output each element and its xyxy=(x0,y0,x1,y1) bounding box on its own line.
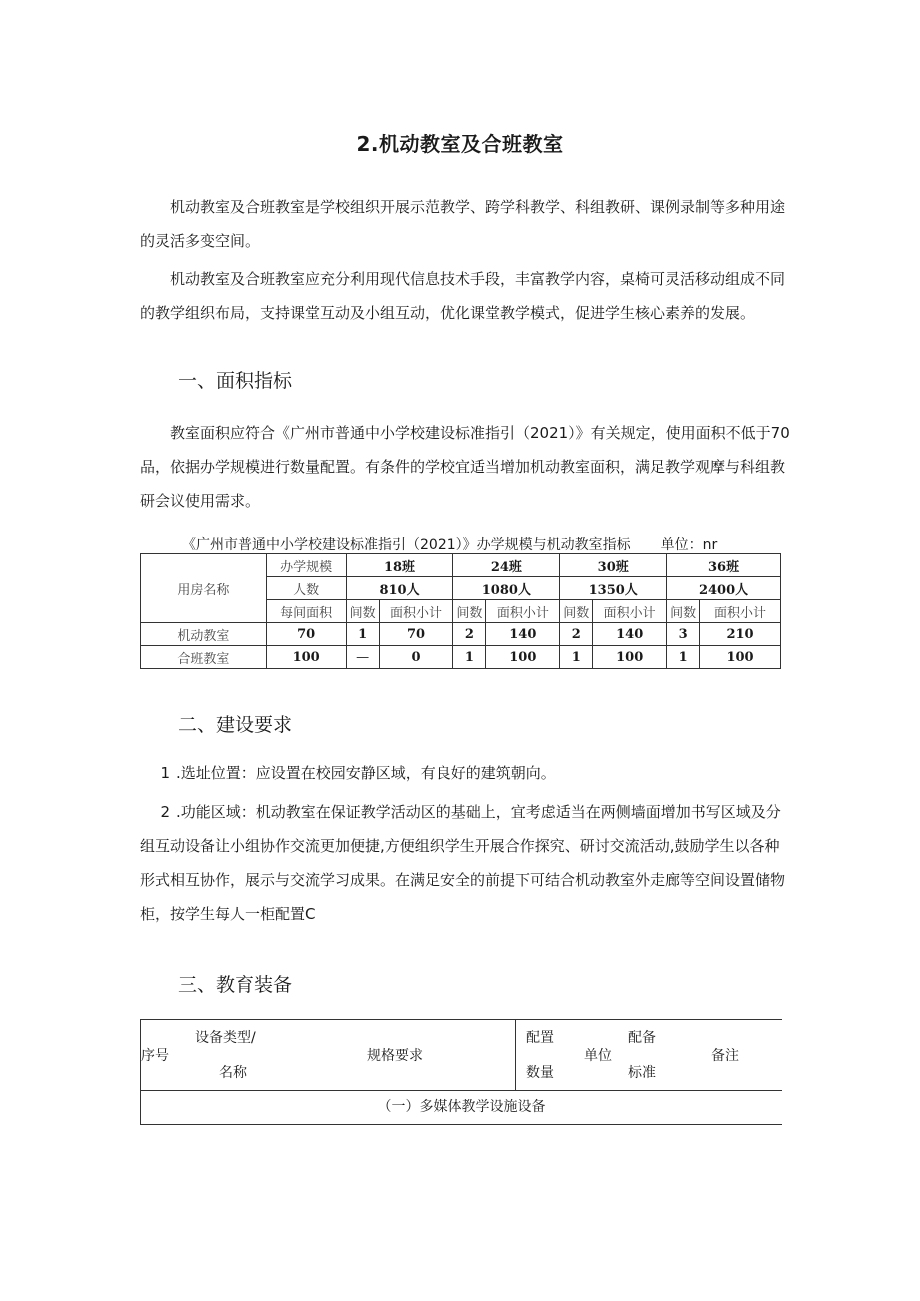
people-36: 2400人 xyxy=(667,577,781,600)
cell-count: 2 xyxy=(453,623,486,646)
table-caption-text: 《广州市普通中小学校建设标准指引（2021）》办学规模与机动教室指标 xyxy=(182,537,631,553)
table-row xyxy=(141,623,781,646)
item-number: 2 xyxy=(160,803,170,821)
count-header: 间数 xyxy=(667,600,700,623)
subtotal-header: 面积小计 xyxy=(700,600,781,623)
scale-36: 36班 xyxy=(667,554,781,577)
equipment-subsection-title: （一）多媒体教学设施设备 xyxy=(377,1099,546,1115)
page-title: 2.机动教室及合班教室 xyxy=(356,132,564,156)
cell-subtotal: 0 xyxy=(379,646,453,669)
per-room-area-header: 每间面积 xyxy=(266,600,346,623)
area-paragraph: 教室面积应符合《广州市普通中小学校建设标准指引（2021）》有关规定，使用面积不低于70品，依据办学规模进行数量配置。有条件的学校宜适当增加机动教室面积，满足教学观摩与科组教研会议使用需求。 xyxy=(140,424,790,510)
section-heading-requirements: 二、建设要求 xyxy=(178,714,293,736)
table-unit: 单位：nr xyxy=(660,537,718,553)
spec-header: 规格要求 xyxy=(367,1048,423,1064)
cell-count: 1 xyxy=(560,646,593,669)
item-number: 1 xyxy=(160,764,170,782)
item-text: .功能区域：机动教室在保证教学活动区的基础上，宜考虑适当在两侧墙面增加书写区域及分组互动设备让小组协作交流更加便捷,方便组织学生开展合作探究、研讨交流活动,鼓励学生以各种形式相互协作，展示与交流学习成果。在满足安全的前提下可结合机动教室外走廊等空间设置储物柜，按学生每人一柜配置C xyxy=(140,803,786,923)
cell-count: 1 xyxy=(667,646,700,669)
requirement-item xyxy=(140,756,790,790)
row-per-room: 70 xyxy=(266,623,346,646)
type-header-line1: 设备类型/ xyxy=(195,1030,256,1046)
subtotal-header: 面积小计 xyxy=(379,600,453,623)
subtotal-header: 面积小计 xyxy=(593,600,667,623)
area-table xyxy=(140,553,781,669)
std-header-line1: 配备 xyxy=(628,1030,656,1046)
people-18: 810人 xyxy=(346,577,453,600)
row-name: 机动教室 xyxy=(141,623,267,646)
count-header: 间数 xyxy=(346,600,379,623)
cell-subtotal: 140 xyxy=(593,623,667,646)
row-per-room: 100 xyxy=(266,646,346,669)
cell-subtotal: 100 xyxy=(593,646,667,669)
scale-label: 办学规模 xyxy=(266,554,346,577)
count-header: 间数 xyxy=(560,600,593,623)
requirement-item xyxy=(140,795,790,931)
unit-header: 单位 xyxy=(584,1048,612,1064)
section-heading-area: 一、面积指标 xyxy=(178,370,293,392)
cell-subtotal: 100 xyxy=(700,646,781,669)
subtotal-header: 面积小计 xyxy=(486,600,560,623)
cell-count: 1 xyxy=(453,646,486,669)
row-name: 合班教室 xyxy=(141,646,267,669)
cell-count: 2 xyxy=(560,623,593,646)
people-30: 1350人 xyxy=(560,577,667,600)
count-header: 间数 xyxy=(453,600,486,623)
cell-subtotal: 210 xyxy=(700,623,781,646)
type-header-line2: 名称 xyxy=(219,1065,247,1081)
people-24: 1080人 xyxy=(453,577,560,600)
qty-header-line1: 配置 xyxy=(526,1030,554,1046)
intro-paragraph-1: 机动教室及合班教室是学校组织开展示范教学、跨学科教学、科组教研、课例录制等多种用途的灵活多变空间。 xyxy=(140,198,786,250)
section-heading-equipment: 三、教育装备 xyxy=(178,974,293,996)
scale-24: 24班 xyxy=(453,554,560,577)
cell-count: 3 xyxy=(667,623,700,646)
table-caption xyxy=(182,534,717,554)
column-divider xyxy=(515,1020,516,1090)
cell-count: 1 xyxy=(346,623,379,646)
qty-header-line2: 数量 xyxy=(526,1065,554,1081)
cell-subtotal: 140 xyxy=(486,623,560,646)
cell-subtotal: 70 xyxy=(379,623,453,646)
item-text: .选址位置：应设置在校园安静区域，有良好的建筑朝向。 xyxy=(176,764,556,782)
people-label: 人数 xyxy=(266,577,346,600)
equipment-header-row xyxy=(141,1020,782,1091)
std-header-line2: 标准 xyxy=(628,1065,656,1081)
equipment-table xyxy=(140,1019,782,1125)
table-row xyxy=(141,646,781,669)
cell-count: — xyxy=(346,646,379,669)
intro-paragraph-2: 机动教室及合班教室应充分利用现代信息技术手段，丰富教学内容，桌椅可灵活移动组成不同的教学组织布局，支持课堂互动及小组互动，优化课堂教学模式，促进学生核心素养的发展。 xyxy=(140,270,786,322)
remark-header: 备注 xyxy=(711,1048,739,1064)
seq-header: 序号 xyxy=(141,1048,169,1064)
room-name-header: 用房名称 xyxy=(141,554,267,623)
cell-subtotal: 100 xyxy=(486,646,560,669)
scale-30: 30班 xyxy=(560,554,667,577)
scale-18: 18班 xyxy=(346,554,453,577)
